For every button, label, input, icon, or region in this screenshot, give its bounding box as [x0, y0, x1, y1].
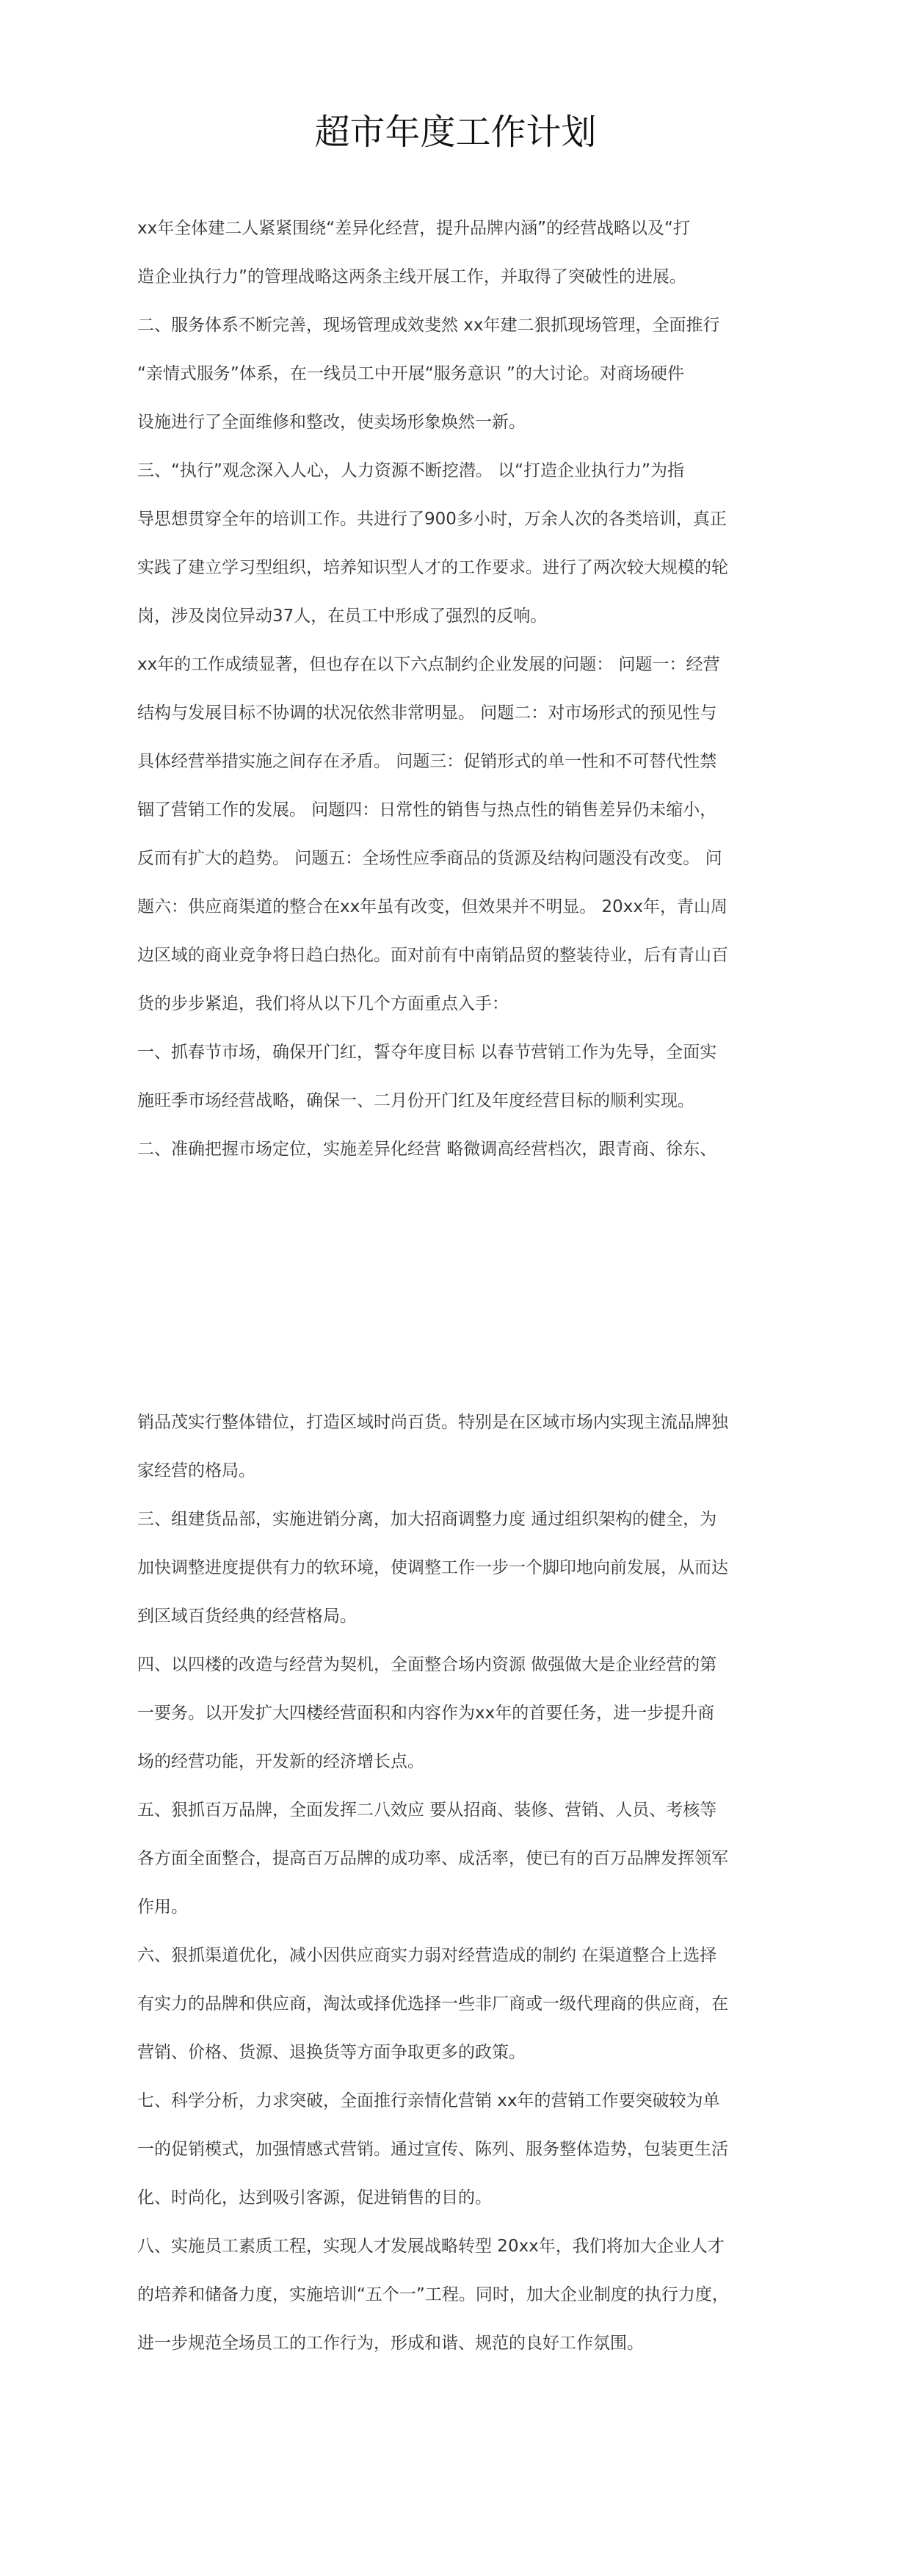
text-line: “亲情式服务”体系，在一线员工中开展“服务意识 ”的大讨论。对商场硬件	[137, 364, 684, 383]
text-line: 作用。	[137, 1897, 188, 1917]
text-line: 一、抓春节市场，确保开门红，誓夺年度目标 以春节营销工作为先导，全面实	[137, 1043, 717, 1062]
body-text-lower	[137, 1398, 774, 2367]
text-line: 一要务。以开发扩大四楼经营面积和内容作为xx年的首要任务，进一步提升商	[137, 1704, 715, 1723]
text-line: 加快调整进度提供有力的软环境，使调整工作一步一个脚印地向前发展，从而达	[137, 1558, 728, 1577]
text-line: 进一步规范全场员工的工作行为，形成和谐、规范的良好工作氛围。	[137, 2334, 644, 2353]
text-line: 化、时尚化，达到吸引客源，促进销售的目的。	[137, 2188, 492, 2207]
text-line: 锢了营销工作的发展。 问题四：日常性的销售与热点性的销售差异仍未缩小，	[137, 800, 717, 820]
text-line: 八、实施员工素质工程，实现人才发展战略转型 20xx年，我们将加大企业人才	[137, 2237, 725, 2256]
text-line: 边区域的商业竞争将日趋白热化。面对前有中南销品贸的整装待业，后有青山百	[137, 946, 728, 965]
text-line: 施旺季市场经营战略，确保一、二月份开门红及年度经营目标的顺利实现。	[137, 1091, 694, 1110]
text-line: 结构与发展目标不协调的状况依然非常明显。 问题二：对市场形式的预见性与	[137, 703, 717, 723]
page-title: 超市年度工作计划	[314, 112, 597, 153]
text-line: 五、狠抓百万品牌，全面发挥二八效应 要从招商、装修、营销、人员、考核等	[137, 1801, 717, 1820]
text-line: 有实力的品牌和供应商，淘汰或择优选择一些非厂商或一级代理商的供应商，在	[137, 1994, 728, 2014]
text-line: 二、准确把握市场定位，实施差异化经营 略微调高经营档次，跟青商、徐东、	[137, 1140, 717, 1159]
text-line: 六、狠抓渠道优化，减小因供应商实力弱对经营造成的制约 在渠道整合上选择	[137, 1946, 717, 1965]
text-line: 销品茂实行整体错位，打造区域时尚百货。特别是在区域市场内实现主流品牌独	[137, 1413, 728, 1432]
text-line: 三、“执行”观念深入人心，人力资源不断挖潜。 以“打造企业执行力”为指	[137, 461, 684, 480]
text-line: 七、科学分析，力求突破，全面推行亲情化营销 xx年的营销工作要突破较为单	[137, 2091, 720, 2110]
text-line: 到区域百货经典的经营格局。	[137, 1607, 357, 1626]
text-line: 一的促销模式，加强情感式营销。通过宣传、陈列、服务整体造势，包装更生活	[137, 2140, 728, 2159]
text-line: 导思想贯穿全年的培训工作。共进行了900多小时，万余人次的各类培训，真正	[137, 510, 727, 529]
text-line: 造企业执行力”的管理战略这两条主线开展工作，并取得了突破性的进展。	[137, 267, 686, 286]
text-line: 反而有扩大的趋势。 问题五：全场性应季商品的货源及结构问题没有改变。 问	[137, 849, 722, 868]
text-line: 货的步步紧追，我们将从以下几个方面重点入手：	[137, 994, 509, 1013]
body-text-upper	[137, 204, 774, 1173]
text-line: 设施进行了全面维修和整改，使卖场形象焕然一新。	[137, 413, 526, 432]
text-line: 四、以四楼的改造与经营为契机，全面整合场内资源 做强做大是企业经营的第	[137, 1655, 717, 1674]
text-line: 各方面全面整合，提高百万品牌的成功率、成活率，使已有的百万品牌发挥领军	[137, 1849, 728, 1868]
text-line: 家经营的格局。	[137, 1461, 255, 1480]
text-line: 营销、价格、货源、退换货等方面争取更多的政策。	[137, 2043, 526, 2062]
text-line: 题六：供应商渠道的整合在xx年虽有改变，但效果并不明显。 20xx年，青山周	[137, 897, 728, 916]
text-line: 的培养和储备力度，实施培训“五个一”工程。同时，加大企业制度的执行力度，	[137, 2285, 729, 2304]
text-line: 实践了建立学习型组织，培养知识型人才的工作要求。进行了两次较大规模的轮	[137, 558, 728, 577]
text-line: 场的经营功能，开发新的经济增长点。	[137, 1752, 424, 1771]
text-line: 二、服务体系不断完善，现场管理成效斐然 xx年建二狠抓现场管理，全面推行	[137, 316, 720, 335]
text-line: xx年的工作成绩显著，但也存在以下六点制约企业发展的问题： 问题一：经营	[137, 655, 720, 674]
text-line: 岗，涉及岗位异动37人，在员工中形成了强烈的反响。	[137, 607, 548, 626]
text-line: 具体经营举措实施之间存在矛盾。 问题三：促销形式的单一性和不可替代性禁	[137, 752, 717, 771]
text-line: 三、组建货品部，实施进销分离，加大招商调整力度 通过组织架构的健全，为	[137, 1510, 717, 1529]
text-line: xx年全体建二人紧紧围绕“差异化经营，提升品牌内涵”的经营战略以及“打	[137, 219, 690, 238]
